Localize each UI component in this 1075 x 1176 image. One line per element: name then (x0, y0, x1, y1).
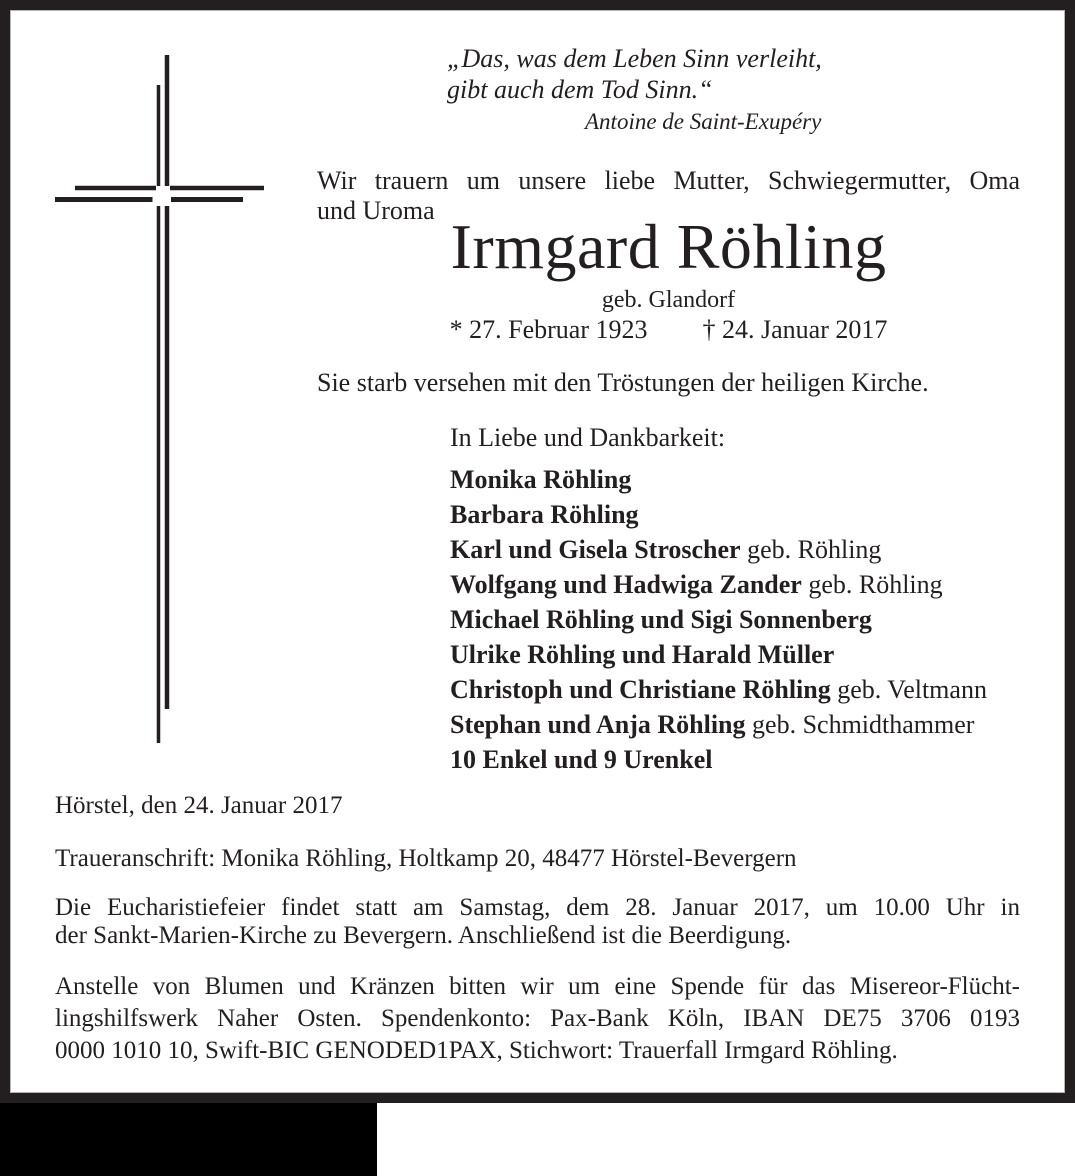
quote-attribution: Antoine de Saint-Exupéry (585, 109, 822, 134)
place-dateline: Hörstel, den 24. Januar 2017 (55, 792, 343, 819)
mourner-name: Monika Röhling (450, 465, 632, 494)
mourners-list (450, 462, 1025, 777)
life-dates (317, 315, 1020, 345)
quote-line-2: gibt auch dem Tod Sinn.“ (447, 75, 713, 104)
mourner-maiden: geb. Röhling (740, 535, 882, 564)
donation-line-2: lingshilfswerk Naher Osten. Spendenkonto: Pax-Bank Köln, IBAN DE75 3706 0193 (55, 1005, 1020, 1032)
mourner-row (450, 672, 1025, 707)
mourner-name: Karl und Gisela Stroscher (450, 535, 741, 564)
mourner-maiden: geb. Röhling (801, 570, 943, 599)
quote-line-1: „Das, was dem Leben Sinn verleiht, (447, 44, 822, 73)
donation-info (55, 971, 1020, 1067)
mourner-row (450, 497, 1025, 532)
birth-date: * 27. Februar 1923 (449, 315, 648, 344)
mourner-maiden: geb. Schmidthammer (745, 710, 975, 739)
funeral-service-info (55, 894, 1020, 950)
donation-line-1: Anstelle von Blumen und Kränzen bitten wir um eine Spende für das Misereor-Flücht- (55, 973, 1020, 1000)
memorial-cross-icon (40, 40, 280, 760)
mourner-row (450, 532, 1025, 567)
service-line-1: Die Eucharistiefeier findet statt am Samstag, dem 28. Januar 2017, um 10.00 Uhr in (55, 894, 1020, 921)
mourner-row (450, 707, 1025, 742)
intro-line-2: und Uroma (317, 196, 435, 225)
mourner-name: Stephan und Anja Röhling (450, 710, 746, 739)
mourner-row (450, 637, 1025, 672)
service-line-2: der Sankt-Marien-Kirche zu Bevergern. Anschließend ist die Beerdigung. (55, 922, 792, 949)
mourner-name: Barbara Röhling (450, 500, 639, 529)
mourner-row (450, 742, 1025, 777)
deceased-name: Irmgard Röhling (450, 211, 887, 282)
mourners-heading: In Liebe und Dankbarkeit: (450, 423, 726, 452)
mourner-name: Michael Röhling und Sigi Sonnenberg (450, 605, 872, 634)
maiden-name: geb. Glandorf (601, 287, 736, 313)
mourner-row (450, 602, 1025, 637)
death-date: † 24. Januar 2017 (702, 315, 888, 344)
mourner-name: Christoph und Christiane Röhling (450, 675, 831, 704)
mourner-name: Ulrike Röhling und Harald Müller (450, 640, 835, 669)
donation-line-3: 0000 1010 10, Swift-BIC GENODED1PAX, Stichwort: Trauerfall Irmgard Röhling. (55, 1037, 898, 1064)
mourner-name: Wolfgang und Hadwiga Zander (450, 570, 802, 599)
intro-line-1: Wir trauern um unsere liebe Mutter, Schwiegermutter, Oma (317, 166, 1020, 195)
mourner-row (450, 567, 1025, 602)
redaction-block (0, 1103, 377, 1176)
mourner-row (450, 462, 1025, 497)
mourner-maiden: geb. Veltmann (830, 675, 987, 704)
church-line: Sie starb versehen mit den Tröstungen der heiligen Kirche. (317, 368, 929, 397)
epigraph-quote (447, 43, 822, 105)
mourner-name: 10 Enkel und 9 Urenkel (450, 745, 713, 774)
condolence-address: Traueranschrift: Monika Röhling, Holtkamp 20, 48477 Hörstel-Bevergern (55, 845, 797, 872)
